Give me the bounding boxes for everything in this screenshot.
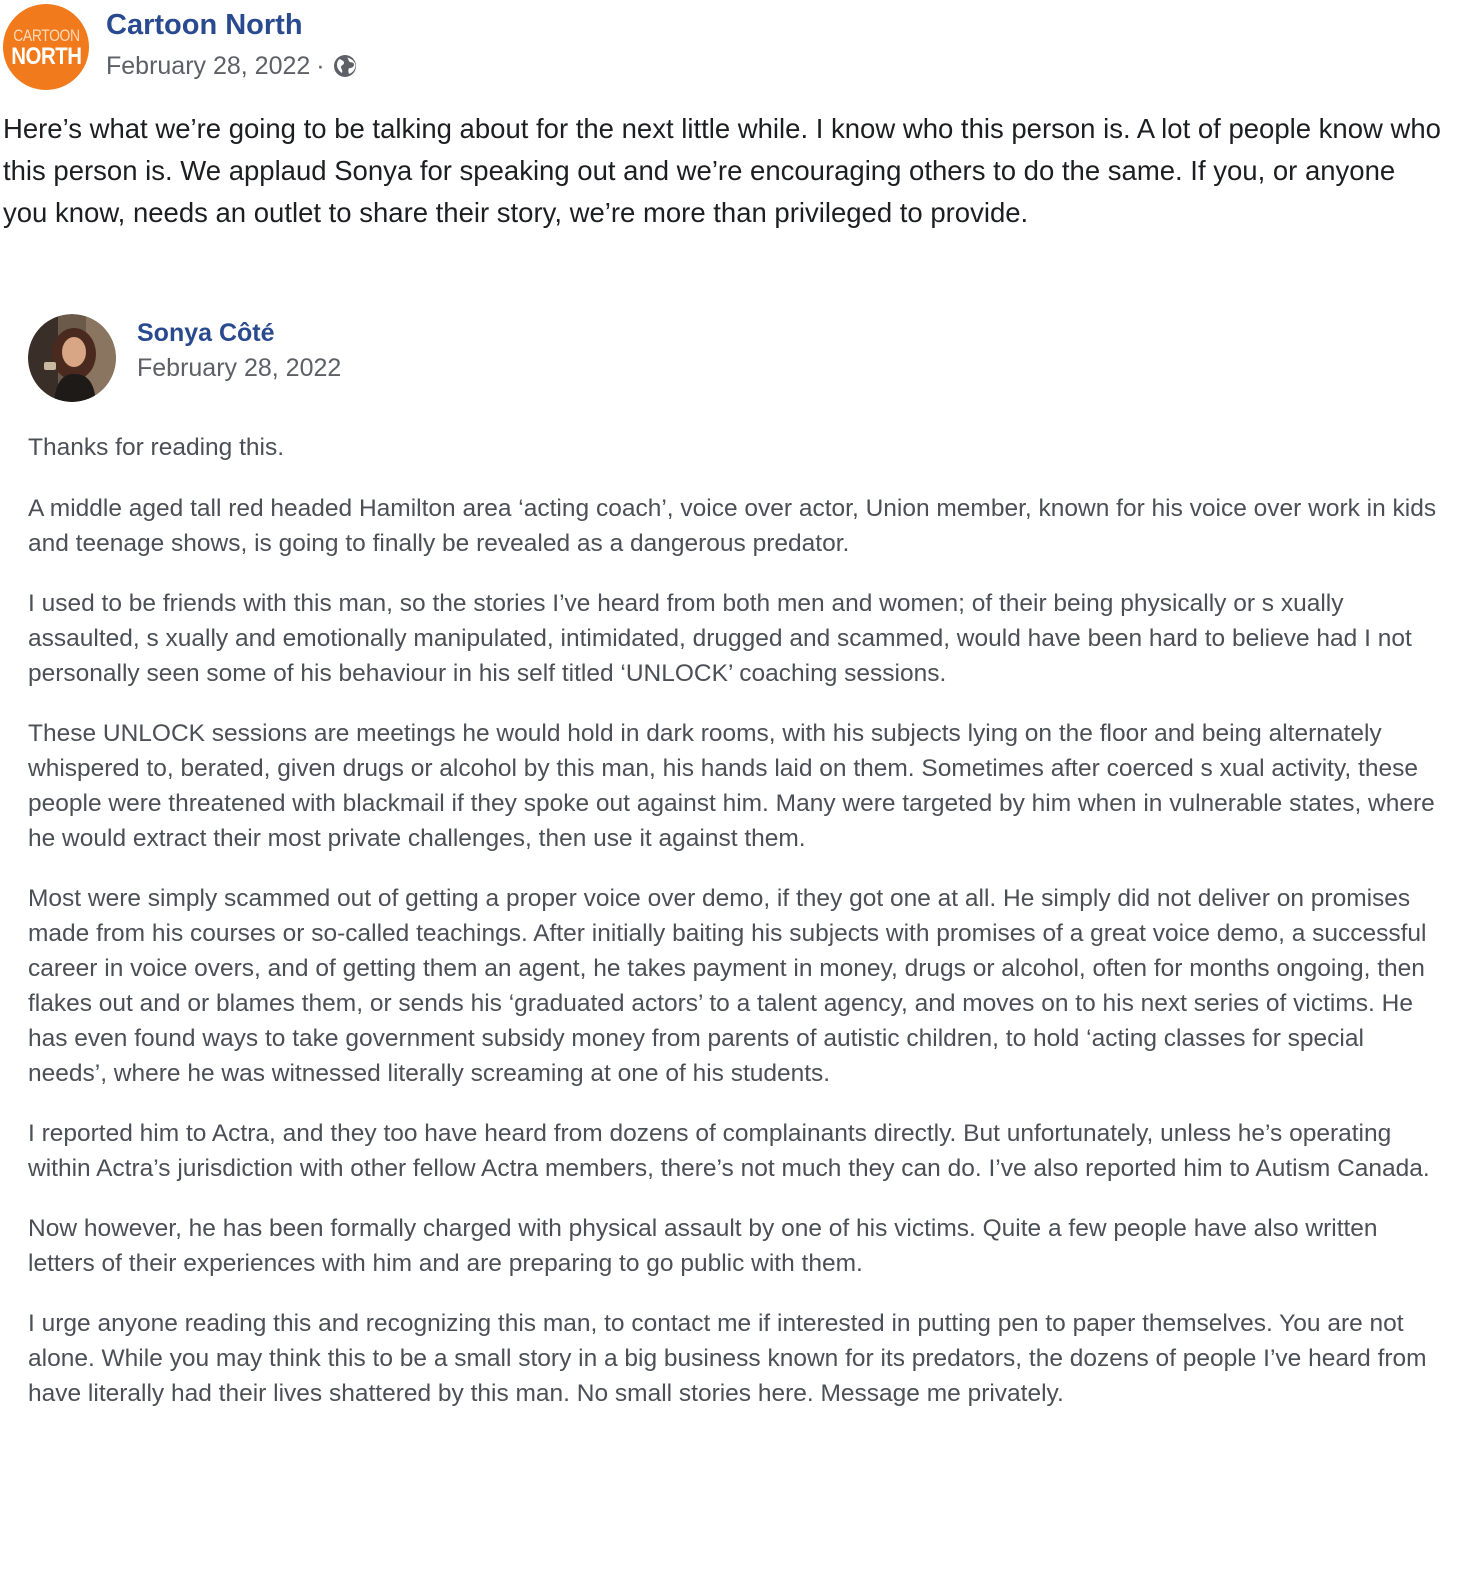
logo-top-text: CARTOON: [12, 26, 80, 45]
shared-paragraph-6: I reported him to Actra, and they too have heard from dozens of complainants directly. But unfortunately, unless he’s operating within Actra’s jurisdiction with other fellow Actra members, there’s not much they can do. I’ve also reported him to Autism Canada.: [28, 1120, 1430, 1182]
shared-paragraph-5: Most were simply scammed out of getting a proper voice over demo, if they got one at all. He simply did not deliver on promises made from his courses or so-called teachings. After initially baiting his subjects with promises of a great voice demo, a successful career in voice overs, and of getting them an agent, he takes payment in money, drugs or alcohol, often for months ongoing, then flakes out and or blames them, or sends his ‘graduated actors’ to a talent agency, and moves on to his next series of victims. He has even found ways to take government subsidy money from parents of autistic children, to hold ‘acting classes for special needs’, where he was witnessed literally screaming at one of his students.: [28, 885, 1427, 1087]
shared-post: [28, 314, 1438, 1436]
post-caption: Here’s what we’re going to be talking about for the next little while. I know who this person is. A lot of people know who this person is. We applaud Sonya for speaking out and we’re encouraging others to do the same. If you, or anyone you know, needs an outlet to share their story, we’re more than privileged to provide.: [3, 113, 1441, 228]
shared-author-avatar[interactable]: [28, 314, 116, 402]
shared-paragraph-7: Now however, he has been formally charged with physical assault by one of his victims. Quite a few people have also written letters of their experiences with him and are preparing to go public with them.: [28, 1215, 1378, 1277]
page-avatar-cartoon-north-logo[interactable]: [3, 4, 89, 90]
post-header-text: [106, 4, 358, 81]
shared-paragraph-2: A middle aged tall red headed Hamilton area ‘acting coach’, voice over actor, Union member, known for his voice over work in kids and teenage shows, is going to finally be revealed as a dangerous predator.: [28, 495, 1437, 557]
shared-header-text: [137, 318, 341, 383]
logo-bottom-text: NORTH: [10, 43, 82, 70]
meta-separator: ·: [316, 52, 325, 80]
shared-post-header: [28, 314, 1438, 402]
post-meta: [106, 51, 358, 81]
shared-paragraph-8: I urge anyone reading this and recognizing this man, to contact me if interested in putting pen to paper themselves. You are not alone. While you may think this to be a small story in a big business known for its predators, the dozens of people I’ve heard from have literally had their lives shattered by this man. No small stories here. Message me privately.: [28, 1310, 1427, 1407]
shared-post-timestamp[interactable]: February 28, 2022: [137, 354, 342, 382]
post-header: [3, 4, 358, 90]
globe-icon[interactable]: [332, 53, 358, 79]
shared-post-body: [28, 430, 1438, 1411]
shared-paragraph-1: Thanks for reading this.: [28, 434, 285, 461]
shared-paragraph-3: I used to be friends with this man, so the stories I’ve heard from both men and women; of their being physically or s xually assaulted, s xually and emotionally manipulated, intimidated, drugged and scammed, would have been hard to believe had I not personally seen some of his behaviour in his self titled ‘UNLOCK’ coaching sessions.: [28, 590, 1412, 687]
shared-paragraph-4: These UNLOCK sessions are meetings he would hold in dark rooms, with his subjects lying on the floor and being alternately whispered to, berated, given drugs or alcohol by this man, his hands laid on them. Sometimes after coerced s xual activity, these people were threatened with blackmail if they spoke out against him. Many were targeted by him when in vulnerable states, where he would extract their most private challenges, then use it against them.: [28, 720, 1435, 852]
post-timestamp[interactable]: February 28, 2022: [106, 52, 311, 80]
page-name-link[interactable]: Cartoon North: [106, 9, 303, 41]
shared-author-name-link[interactable]: Sonya Côté: [137, 319, 275, 347]
